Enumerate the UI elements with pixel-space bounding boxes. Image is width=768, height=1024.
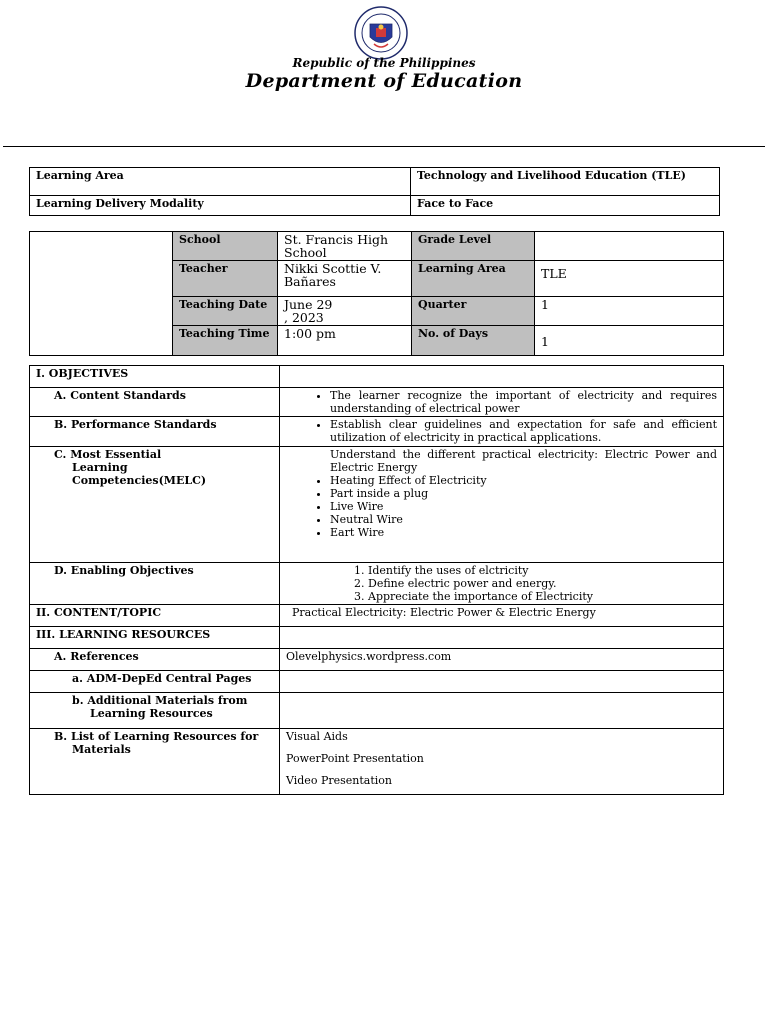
melc-label-line: C. Most Essential bbox=[54, 448, 162, 461]
table-row bbox=[30, 729, 724, 795]
table-row bbox=[30, 366, 724, 388]
no-of-days-value: 1 bbox=[535, 326, 724, 356]
school-label: School bbox=[173, 232, 278, 261]
additional-materials-line: Learning Resources bbox=[90, 707, 213, 720]
blank-cell bbox=[280, 671, 724, 693]
table-row bbox=[30, 417, 724, 447]
list-of-resources-line: Materials bbox=[72, 743, 131, 756]
enabling-objectives-value bbox=[280, 563, 724, 605]
table-row bbox=[30, 693, 724, 729]
list-item: • Live Wire bbox=[330, 500, 717, 513]
table-row bbox=[30, 447, 724, 563]
performance-standards-value bbox=[280, 417, 724, 447]
blank-cell bbox=[280, 627, 724, 649]
learning-area-value: TLE bbox=[535, 261, 724, 297]
melc-label bbox=[30, 447, 280, 563]
table-row bbox=[30, 196, 720, 216]
list-item: • Heating Effect of Electricity bbox=[330, 474, 717, 487]
blank-cell bbox=[280, 366, 724, 388]
list-item: 3. Appreciate the importance of Electricity bbox=[368, 590, 717, 603]
content-topic-label: II. CONTENT/TOPIC bbox=[30, 605, 280, 627]
table-row bbox=[30, 563, 724, 605]
blank-cell bbox=[280, 693, 724, 729]
table-row bbox=[30, 627, 724, 649]
teacher-info-table bbox=[29, 231, 724, 356]
learning-resources-heading: III. LEARNING RESOURCES bbox=[30, 627, 280, 649]
content-topic-value: Practical Electricity: Electric Power & Electric Energy bbox=[280, 605, 724, 627]
enabling-objectives-label: D. Enabling Objectives bbox=[30, 563, 280, 605]
references-label: A. References bbox=[30, 649, 280, 671]
republic-heading: Republic of the Philippines bbox=[292, 56, 476, 70]
learning-area-value: Technology and Livelihood Education (TLE) bbox=[411, 168, 720, 196]
list-item: • Establish clear guidelines and expectation for safe and efficient utilization of electricity in practical applications. bbox=[330, 418, 717, 444]
list-item: Video Presentation bbox=[286, 774, 392, 787]
lesson-plan-table bbox=[29, 365, 724, 795]
additional-materials-label bbox=[30, 693, 280, 729]
table-row bbox=[30, 649, 724, 671]
adm-label: a. ADM-DepEd Central Pages bbox=[30, 671, 280, 693]
content-standards-value bbox=[280, 388, 724, 417]
additional-materials-line: b. Additional Materials from bbox=[72, 694, 248, 707]
school-value: St. Francis High School bbox=[278, 232, 412, 261]
department-heading: Department of Education bbox=[245, 70, 523, 92]
table-row bbox=[30, 388, 724, 417]
content-standards-label: A. Content Standards bbox=[30, 388, 280, 417]
table-row bbox=[30, 168, 720, 196]
learning-area-table bbox=[29, 167, 720, 216]
header-divider bbox=[3, 146, 765, 147]
quarter-value: 1 bbox=[535, 297, 724, 326]
grade-level-label: Grade Level bbox=[412, 232, 535, 261]
teaching-time-value: 1:00 pm bbox=[278, 326, 412, 356]
list-item: • The learner recognize the important of electricity and requires understanding of electrical power bbox=[330, 389, 717, 415]
deped-seal-icon bbox=[354, 6, 408, 60]
list-item: 1. Identify the uses of elctricity bbox=[368, 564, 717, 577]
delivery-modality-value: Face to Face bbox=[411, 196, 720, 216]
references-value: Olevelphysics.wordpress.com bbox=[280, 649, 724, 671]
learning-area-label: Learning Area bbox=[412, 261, 535, 297]
table-row bbox=[30, 671, 724, 693]
list-item: • Neutral Wire bbox=[330, 513, 717, 526]
performance-standards-label: B. Performance Standards bbox=[30, 417, 280, 447]
teaching-date-line2: , 2023 bbox=[284, 310, 324, 325]
quarter-label: Quarter bbox=[412, 297, 535, 326]
table-row bbox=[30, 605, 724, 627]
list-of-resources-value bbox=[280, 729, 724, 795]
objectives-heading: I. OBJECTIVES bbox=[30, 366, 280, 388]
list-item: • Eart Wire bbox=[330, 526, 717, 539]
melc-value bbox=[280, 447, 724, 563]
no-of-days-label: No. of Days bbox=[412, 326, 535, 356]
melc-intro: Understand the different practical electricity: Electric Power and Electric Energy bbox=[330, 448, 717, 474]
blank-cell bbox=[30, 232, 173, 356]
list-item: • Part inside a plug bbox=[330, 487, 717, 500]
list-item: PowerPoint Presentation bbox=[286, 752, 424, 765]
list-of-resources-line: B. List of Learning Resources for bbox=[54, 730, 259, 743]
teaching-date-value bbox=[278, 297, 412, 326]
melc-label-line: Competencies(MELC) bbox=[72, 474, 207, 487]
list-item: 2. Define electric power and energy. bbox=[368, 577, 717, 590]
teacher-value: Nikki Scottie V. Bañares bbox=[278, 261, 412, 297]
list-of-resources-label bbox=[30, 729, 280, 795]
teaching-date-line1: June 29 bbox=[284, 297, 333, 312]
list-item: Visual Aids bbox=[286, 730, 348, 743]
grade-level-value bbox=[535, 232, 724, 261]
teacher-label: Teacher bbox=[173, 261, 278, 297]
delivery-modality-label: Learning Delivery Modality bbox=[30, 196, 411, 216]
melc-label-line: Learning bbox=[72, 461, 128, 474]
teaching-time-label: Teaching Time bbox=[173, 326, 278, 356]
teaching-date-label: Teaching Date bbox=[173, 297, 278, 326]
table-row bbox=[30, 232, 724, 261]
learning-area-label: Learning Area bbox=[30, 168, 411, 196]
